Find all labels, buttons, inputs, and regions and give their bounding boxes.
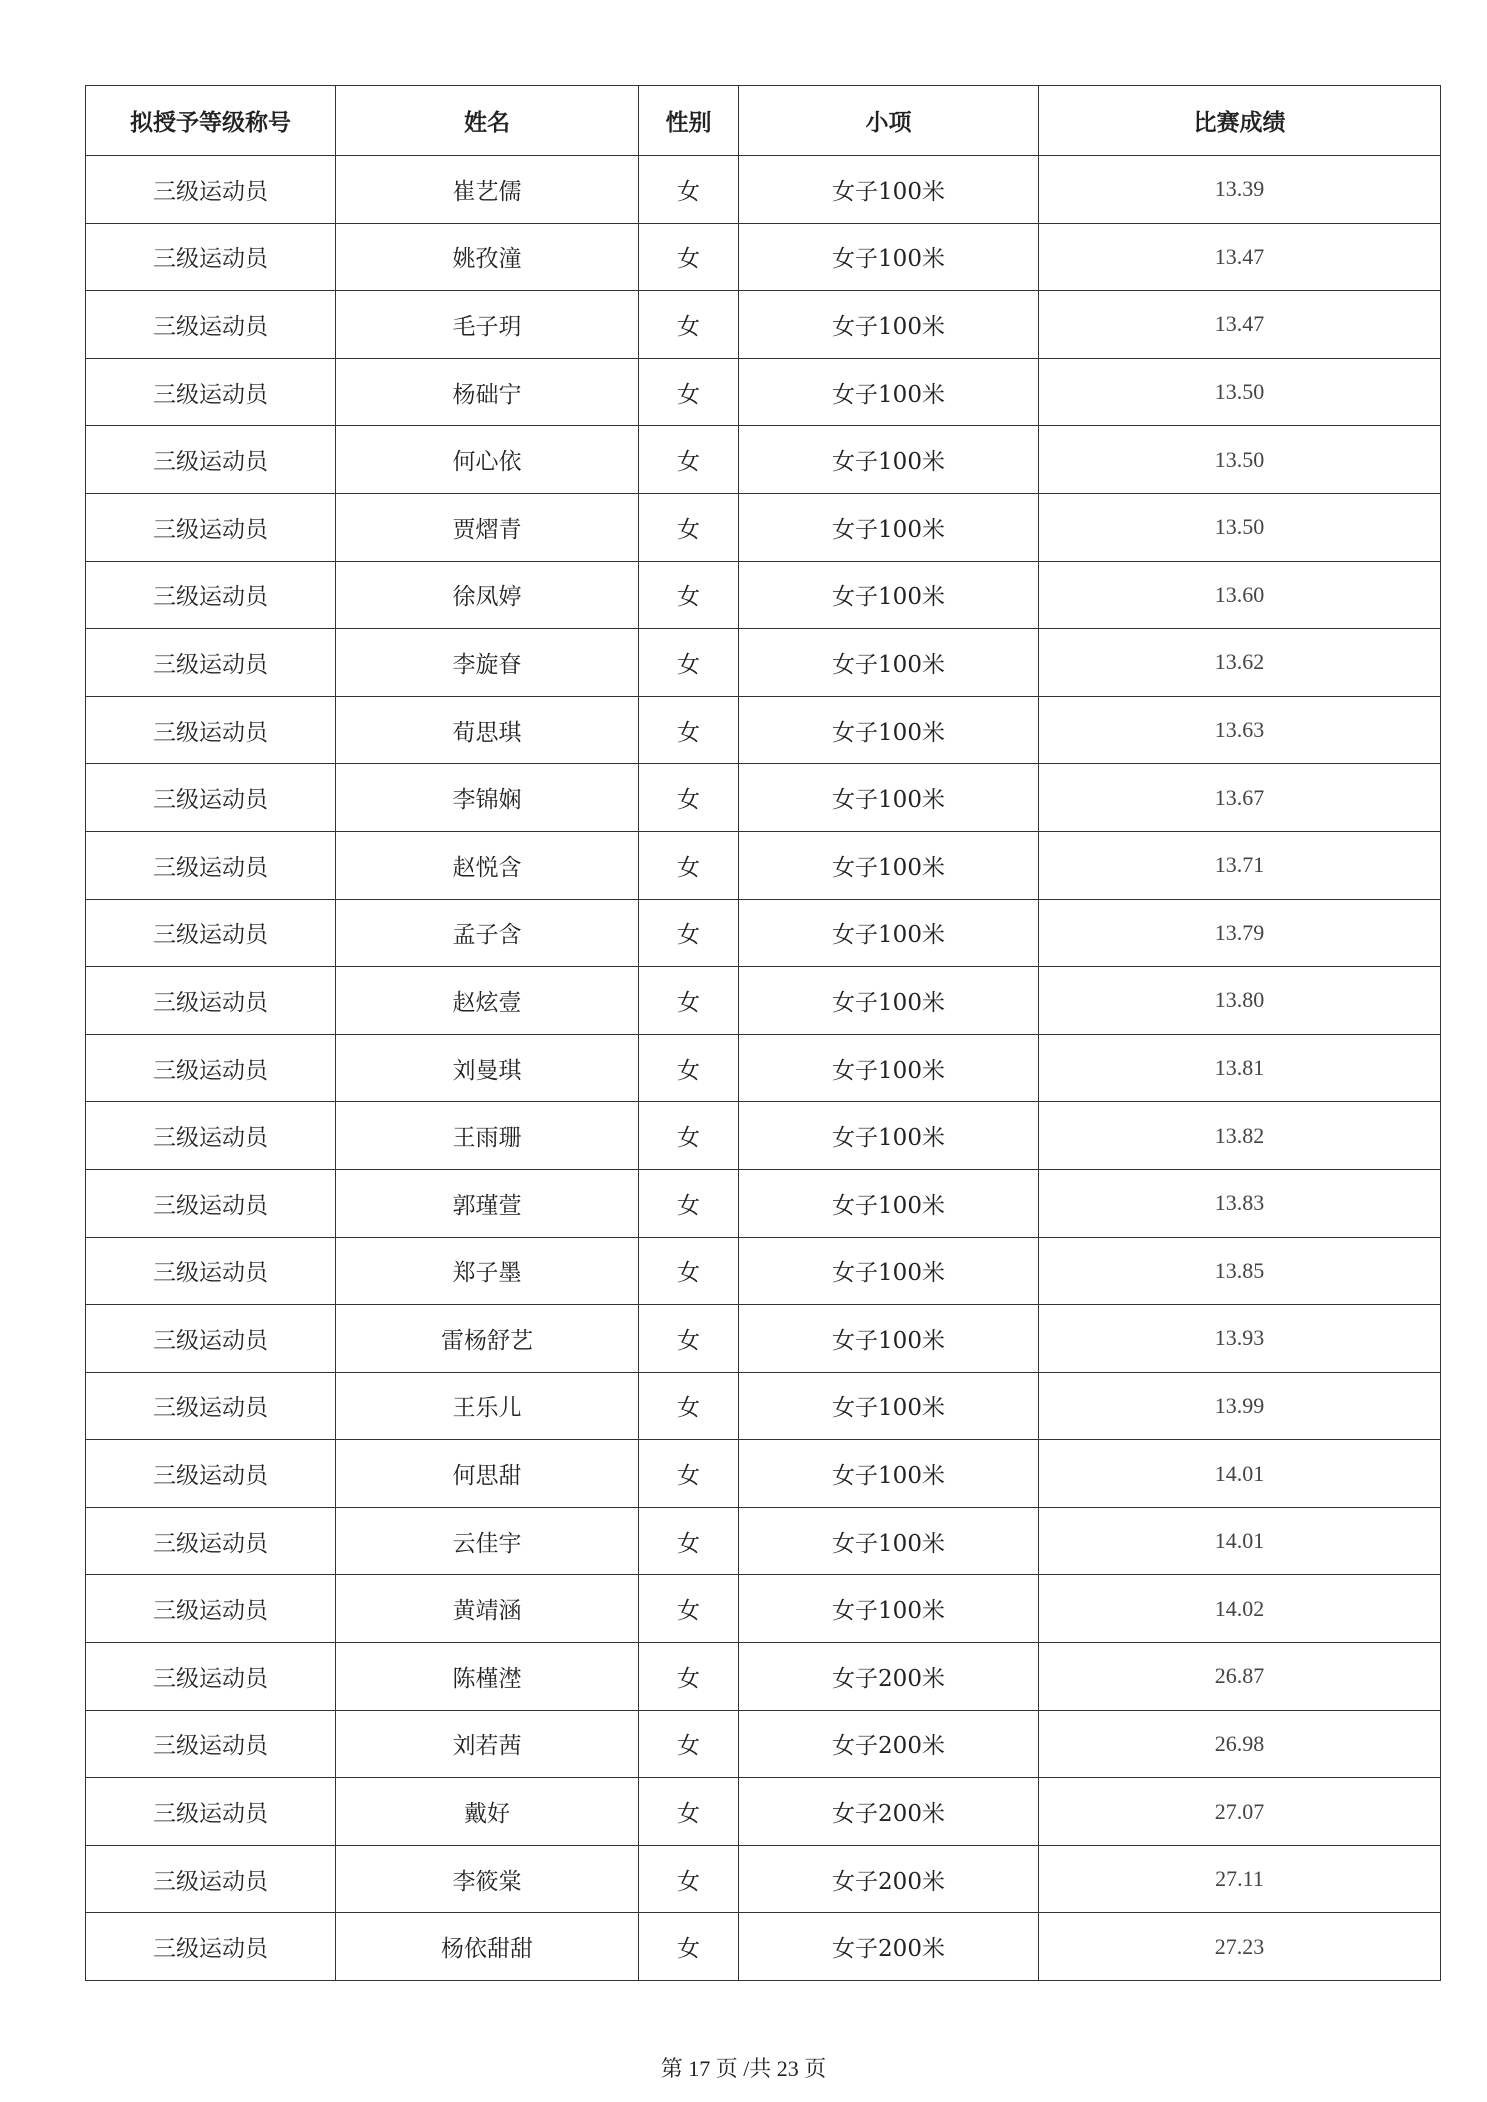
table-row [86,1034,1441,1102]
table-row [86,629,1441,697]
cell-gender: 女 [639,831,739,899]
cell-level: 三级运动员 [86,1169,336,1237]
table-row [86,1237,1441,1305]
cell-level: 三级运动员 [86,629,336,697]
cell-score: 27.07 [1039,1778,1441,1846]
cell-name: 杨础宁 [336,358,639,426]
cell-score: 27.23 [1039,1913,1441,1981]
cell-event: 女子200米 [739,1710,1039,1778]
cell-gender: 女 [639,1440,739,1508]
cell-gender: 女 [639,1507,739,1575]
cell-score: 13.63 [1039,696,1441,764]
cell-level: 三级运动员 [86,1575,336,1643]
cell-level: 三级运动员 [86,1034,336,1102]
cell-name: 雷杨舒艺 [336,1305,639,1373]
cell-event: 女子100米 [739,1237,1039,1305]
header-event: 小项 [739,86,1039,156]
cell-name: 云佳宇 [336,1507,639,1575]
cell-event: 女子200米 [739,1913,1039,1981]
cell-gender: 女 [639,1643,739,1711]
cell-event: 女子100米 [739,358,1039,426]
cell-level: 三级运动员 [86,967,336,1035]
cell-level: 三级运动员 [86,1507,336,1575]
cell-name: 李旋眘 [336,629,639,697]
table-row [86,1643,1441,1711]
table-row [86,1913,1441,1981]
cell-event: 女子200米 [739,1845,1039,1913]
cell-event: 女子100米 [739,1372,1039,1440]
cell-event: 女子100米 [739,1507,1039,1575]
cell-name: 刘曼琪 [336,1034,639,1102]
cell-level: 三级运动员 [86,493,336,561]
cell-score: 13.50 [1039,426,1441,494]
cell-name: 王乐儿 [336,1372,639,1440]
cell-name: 贾熠青 [336,493,639,561]
cell-gender: 女 [639,1034,739,1102]
cell-gender: 女 [639,1710,739,1778]
cell-level: 三级运动员 [86,358,336,426]
header-name: 姓名 [336,86,639,156]
cell-gender: 女 [639,291,739,359]
cell-gender: 女 [639,629,739,697]
cell-score: 13.81 [1039,1034,1441,1102]
table-row [86,1372,1441,1440]
table-row [86,1507,1441,1575]
cell-level: 三级运动员 [86,696,336,764]
cell-score: 13.93 [1039,1305,1441,1373]
header-score: 比赛成绩 [1039,86,1441,156]
cell-name: 杨依甜甜 [336,1913,639,1981]
cell-name: 毛子玥 [336,291,639,359]
header-gender: 性别 [639,86,739,156]
cell-level: 三级运动员 [86,1643,336,1711]
table-row [86,899,1441,967]
athlete-grade-table [85,85,1441,1981]
cell-name: 何心依 [336,426,639,494]
cell-level: 三级运动员 [86,1102,336,1170]
table-row [86,696,1441,764]
cell-level: 三级运动员 [86,291,336,359]
cell-gender: 女 [639,156,739,224]
cell-name: 王雨珊 [336,1102,639,1170]
table-header-row [86,86,1441,156]
cell-name: 陈槿漜 [336,1643,639,1711]
cell-gender: 女 [639,1305,739,1373]
cell-score: 13.60 [1039,561,1441,629]
cell-gender: 女 [639,358,739,426]
cell-event: 女子100米 [739,426,1039,494]
page-number: 第 17 页 /共 23 页 [660,2056,827,2081]
cell-gender: 女 [639,223,739,291]
cell-score: 13.47 [1039,223,1441,291]
cell-event: 女子100米 [739,831,1039,899]
cell-gender: 女 [639,696,739,764]
cell-gender: 女 [639,1845,739,1913]
cell-level: 三级运动员 [86,764,336,832]
cell-level: 三级运动员 [86,1237,336,1305]
cell-event: 女子100米 [739,1575,1039,1643]
cell-score: 13.82 [1039,1102,1441,1170]
cell-name: 郑子墨 [336,1237,639,1305]
cell-gender: 女 [639,493,739,561]
cell-level: 三级运动员 [86,899,336,967]
cell-score: 14.02 [1039,1575,1441,1643]
cell-event: 女子200米 [739,1643,1039,1711]
cell-gender: 女 [639,426,739,494]
cell-name: 郭瑾萱 [336,1169,639,1237]
cell-event: 女子100米 [739,1034,1039,1102]
table-row [86,493,1441,561]
cell-level: 三级运动员 [86,1440,336,1508]
cell-score: 14.01 [1039,1440,1441,1508]
cell-score: 26.98 [1039,1710,1441,1778]
cell-level: 三级运动员 [86,1710,336,1778]
cell-event: 女子100米 [739,899,1039,967]
cell-score: 13.39 [1039,156,1441,224]
cell-event: 女子100米 [739,764,1039,832]
cell-score: 14.01 [1039,1507,1441,1575]
table-row [86,1575,1441,1643]
cell-gender: 女 [639,764,739,832]
cell-gender: 女 [639,1372,739,1440]
table-row [86,1778,1441,1846]
cell-level: 三级运动员 [86,1778,336,1846]
table-row [86,764,1441,832]
table-row [86,1440,1441,1508]
cell-score: 13.79 [1039,899,1441,967]
table-row [86,967,1441,1035]
cell-score: 13.85 [1039,1237,1441,1305]
cell-event: 女子100米 [739,967,1039,1035]
cell-score: 27.11 [1039,1845,1441,1913]
cell-score: 13.47 [1039,291,1441,359]
cell-level: 三级运动员 [86,1913,336,1981]
table-row [86,1169,1441,1237]
cell-gender: 女 [639,1237,739,1305]
table-body [86,156,1441,1981]
cell-event: 女子100米 [739,291,1039,359]
cell-name: 赵悦含 [336,831,639,899]
cell-gender: 女 [639,1575,739,1643]
table-row [86,358,1441,426]
cell-name: 黄靖涵 [336,1575,639,1643]
cell-event: 女子100米 [739,223,1039,291]
table-row [86,156,1441,224]
cell-gender: 女 [639,967,739,1035]
cell-level: 三级运动员 [86,561,336,629]
cell-name: 徐凤婷 [336,561,639,629]
cell-gender: 女 [639,1102,739,1170]
cell-score: 13.71 [1039,831,1441,899]
cell-gender: 女 [639,1169,739,1237]
cell-score: 13.83 [1039,1169,1441,1237]
cell-score: 13.50 [1039,493,1441,561]
cell-event: 女子100米 [739,156,1039,224]
cell-name: 戴好 [336,1778,639,1846]
cell-event: 女子100米 [739,629,1039,697]
cell-gender: 女 [639,1778,739,1846]
cell-gender: 女 [639,1913,739,1981]
table-row [86,291,1441,359]
cell-event: 女子200米 [739,1778,1039,1846]
cell-event: 女子100米 [739,1169,1039,1237]
cell-event: 女子100米 [739,1440,1039,1508]
cell-event: 女子100米 [739,561,1039,629]
header-level: 拟授予等级称号 [86,86,336,156]
cell-score: 13.99 [1039,1372,1441,1440]
cell-gender: 女 [639,561,739,629]
table-row [86,561,1441,629]
cell-score: 26.87 [1039,1643,1441,1711]
cell-name: 崔艺儒 [336,156,639,224]
cell-name: 荀思琪 [336,696,639,764]
cell-event: 女子100米 [739,1102,1039,1170]
cell-level: 三级运动员 [86,1845,336,1913]
cell-name: 姚孜潼 [336,223,639,291]
cell-level: 三级运动员 [86,156,336,224]
table-row [86,1845,1441,1913]
cell-event: 女子100米 [739,696,1039,764]
cell-name: 李锦娴 [336,764,639,832]
table-row [86,426,1441,494]
cell-score: 13.62 [1039,629,1441,697]
table-row [86,1305,1441,1373]
table-row [86,223,1441,291]
cell-gender: 女 [639,899,739,967]
cell-event: 女子100米 [739,1305,1039,1373]
cell-name: 孟子含 [336,899,639,967]
cell-score: 13.50 [1039,358,1441,426]
cell-level: 三级运动员 [86,223,336,291]
cell-level: 三级运动员 [86,831,336,899]
cell-name: 赵炫壹 [336,967,639,1035]
table-row [86,1710,1441,1778]
cell-event: 女子100米 [739,493,1039,561]
table-row [86,1102,1441,1170]
cell-name: 刘若茜 [336,1710,639,1778]
cell-name: 李筱棠 [336,1845,639,1913]
cell-name: 何思甜 [336,1440,639,1508]
cell-level: 三级运动员 [86,426,336,494]
cell-score: 13.67 [1039,764,1441,832]
cell-level: 三级运动员 [86,1305,336,1373]
cell-score: 13.80 [1039,967,1441,1035]
cell-level: 三级运动员 [86,1372,336,1440]
table-row [86,831,1441,899]
